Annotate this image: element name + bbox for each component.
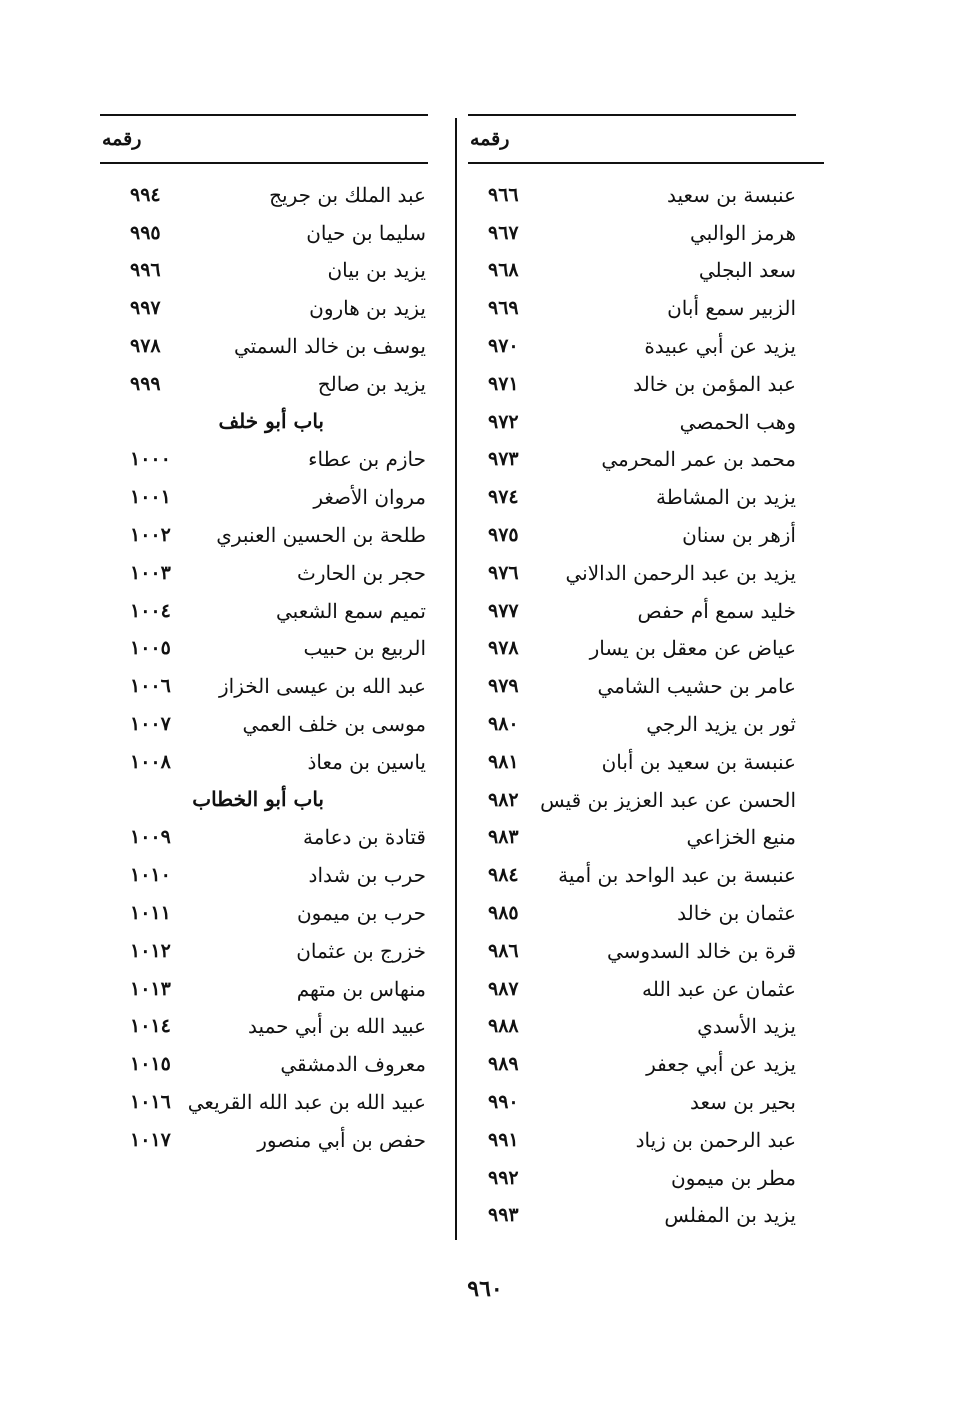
index-row [468, 894, 796, 932]
entry-name: عياض عن معقل بن يسار [589, 636, 796, 661]
entry-name: مطر بن ميمون [671, 1165, 796, 1190]
entry-name: عبد الرحمن بن زياد [635, 1127, 796, 1152]
entry-number: ١٠٠٨ [130, 750, 171, 773]
entry-name: ثور بن يزيد الرجي [646, 712, 796, 737]
index-row [468, 365, 796, 403]
index-row [468, 252, 796, 290]
entry-number: ١٠٠٢ [130, 524, 171, 547]
entry-name: عثمان عن عبد الله [641, 976, 796, 1001]
entry-name: يزيد بن المفلس [664, 1203, 796, 1228]
entry-name: حازم بن عطاء [308, 447, 426, 472]
index-row [468, 516, 796, 554]
entry-number: ١٠١٤ [130, 1015, 171, 1038]
index-row [468, 781, 796, 819]
entry-number: ٩٩٠ [488, 1091, 519, 1114]
index-row [468, 630, 796, 668]
right-column-rows [468, 164, 796, 1234]
entry-number: ١٠١٠ [130, 864, 171, 887]
section-heading-abu-al-khattab: باب أبو الخطاب [192, 786, 324, 811]
entry-number: ٩٨٩ [488, 1053, 519, 1076]
entry-name: حجر بن الحارث [297, 560, 426, 585]
index-row [100, 630, 428, 668]
entry-name: عبيد الله بن أبي حميد [248, 1014, 426, 1039]
index-row [100, 516, 428, 554]
entry-name: هرمز الوالبي [689, 220, 796, 245]
left-column-header: رقمه [100, 116, 428, 164]
entry-name: يزيد بن عبد الرحمن الدالاني [565, 560, 796, 585]
index-row [468, 705, 796, 743]
entry-name: يزيد بن صالح [317, 371, 426, 396]
entry-name: بحير بن سعد [690, 1090, 796, 1115]
index-row [100, 554, 428, 592]
index-row [100, 214, 428, 252]
entry-number: ٩٧٥ [488, 524, 519, 547]
entry-name: خزرج بن عثمان [296, 938, 426, 963]
index-row [468, 856, 796, 894]
entry-number: ٩٧١ [488, 372, 519, 395]
entry-number: ٩٦٩ [488, 297, 519, 320]
left-column-rows [100, 164, 428, 1159]
entry-name: خليد سمع أم حفص [637, 598, 796, 623]
index-row [468, 176, 796, 214]
entry-number: ٩٧٤ [488, 486, 519, 509]
index-row [100, 1008, 428, 1046]
entry-number: ٩٩١ [488, 1128, 519, 1151]
entry-name: عبد الله بن عيسى الخزاز [219, 674, 426, 699]
index-row [100, 667, 428, 705]
index-row [468, 970, 796, 1008]
entry-number: ٩٧٣ [488, 448, 519, 471]
entry-number: ١٠٠١ [130, 486, 171, 509]
index-row [100, 1045, 428, 1083]
left-column [100, 114, 428, 1159]
entry-name: يزيد الأسدي [697, 1014, 796, 1039]
entry-name: طلحة بن الحسين العنبري [216, 523, 426, 548]
entry-number: ٩٧٧ [488, 599, 519, 622]
index-row [468, 214, 796, 252]
entry-name: ياسين بن معاذ [307, 749, 426, 774]
entry-name: عبد الملك بن جريج [269, 182, 426, 207]
entry-number: ٩٩٣ [488, 1204, 519, 1227]
index-row [468, 1008, 796, 1046]
index-row [100, 441, 428, 479]
entry-name: حفص بن أبي منصور [257, 1127, 426, 1152]
entry-name: وهب الحمصي [679, 409, 796, 434]
index-row [468, 1045, 796, 1083]
entry-name: يوسف بن خالد السمتي [233, 334, 426, 359]
index-row [100, 289, 428, 327]
entry-name: عثمان بن خالد [677, 901, 796, 926]
entry-number: ٩٨٠ [488, 713, 519, 736]
entry-number: ٩٨٥ [488, 902, 519, 925]
entry-number: ١٠٠٤ [130, 599, 171, 622]
entry-name: عبيد الله بن عبد الله القريعي [187, 1090, 426, 1115]
entry-number: ٩٧٨ [130, 335, 161, 358]
entry-name: عنبسة بن سعيد [666, 182, 796, 207]
entry-number: ٩٩٥ [130, 221, 161, 244]
entry-number: ٩٩٧ [130, 297, 161, 320]
entry-name: منيع الخزاعي [686, 825, 796, 850]
index-row [468, 327, 796, 365]
entry-name: الحسن عن عبد العزيز بن قيس [540, 787, 796, 812]
entry-name: موسى بن خلف العمي [242, 712, 426, 737]
entry-name: قرة بن خالد السدوسي [606, 938, 796, 963]
entry-name: محمد بن عمر المحرمي [601, 447, 796, 472]
entry-name: مروان الأصغر [313, 485, 426, 510]
entry-number: ٩٩٩ [130, 372, 161, 395]
entry-name: أزهر بن سنان [682, 523, 796, 548]
entry-number: ١٠٠٠ [130, 448, 171, 471]
entry-name: عبد المؤمن بن خالد [633, 371, 796, 396]
entry-number: ٩٨٣ [488, 826, 519, 849]
entry-number: ٩٩٤ [130, 183, 161, 206]
entry-number: ١٠٠٥ [130, 637, 171, 660]
entry-number: ٩٦٦ [488, 183, 519, 206]
entry-name: تميم سمع الشعبي [276, 598, 426, 623]
entry-number: ١٠٠٣ [130, 561, 171, 584]
entry-number: ١٠١٧ [130, 1128, 171, 1151]
index-row [100, 743, 428, 781]
index-row [100, 1121, 428, 1159]
entry-name: حرب بن شداد [308, 863, 426, 888]
index-row [100, 1083, 428, 1121]
entry-number: ٩٩٢ [488, 1166, 519, 1189]
entry-name: منهاس بن متهم [296, 976, 426, 1001]
entry-name: يزيد بن بيان [327, 258, 426, 283]
entry-number: ١٠١٢ [130, 939, 171, 962]
entry-number: ١٠١٦ [130, 1091, 171, 1114]
entry-number: ٩٨١ [488, 750, 519, 773]
entry-name: عنبسة بن سعيد بن أبان [601, 749, 796, 774]
index-row [100, 327, 428, 365]
entry-name: يزيد عن أبي جعفر [646, 1052, 796, 1077]
index-row [100, 365, 428, 403]
entry-name: الربيع بن حبيب [303, 636, 426, 661]
entry-name: يزيد عن أبي عبيدة [644, 334, 796, 359]
entry-number: ١٠٠٩ [130, 826, 171, 849]
index-row [100, 592, 428, 630]
section-heading-abu-khalaf: باب أبو خلف [218, 408, 324, 433]
entry-number: ١٠١٣ [130, 977, 171, 1000]
index-row [100, 176, 428, 214]
entry-number: ١٠١١ [130, 902, 171, 925]
entry-number: ٩٨٨ [488, 1015, 519, 1038]
index-row [100, 478, 428, 516]
entry-number: ١٠١٥ [130, 1053, 171, 1076]
index-row [100, 970, 428, 1008]
entry-number: ٩٧٦ [488, 561, 519, 584]
entry-name: الزبير سمع أبان [667, 296, 796, 321]
index-row [100, 856, 428, 894]
page-number: ٩٦٠ [467, 1276, 503, 1302]
index-row [468, 743, 796, 781]
right-column [468, 114, 796, 1234]
entry-number: ٩٧٢ [488, 410, 519, 433]
entry-number: ٩٦٨ [488, 259, 519, 282]
entry-name: حرب بن ميمون [296, 901, 426, 926]
index-row [468, 592, 796, 630]
index-row [100, 932, 428, 970]
entry-number: ١٠٠٧ [130, 713, 171, 736]
index-row [468, 478, 796, 516]
entry-name: يزيد بن المشاطة [656, 485, 796, 510]
entry-name: سعد البجلي [698, 258, 796, 283]
index-row [100, 705, 428, 743]
entry-name: يزيد بن هارون [309, 296, 426, 321]
entry-name: عامر بن حشيب الشامي [597, 674, 796, 699]
entry-number: ٩٨٢ [488, 788, 519, 811]
entry-number: ٩٦٧ [488, 221, 519, 244]
entry-name: عنبسة بن عبد الواحد بن أمية [558, 863, 796, 888]
index-row [100, 252, 428, 290]
index-row [468, 441, 796, 479]
index-row [468, 289, 796, 327]
column-divider [455, 118, 457, 1240]
index-row [468, 1083, 796, 1121]
index-row [468, 667, 796, 705]
index-row [468, 554, 796, 592]
entry-number: ٩٧٨ [488, 637, 519, 660]
entry-number: ٩٨٤ [488, 864, 519, 887]
entry-number: ٩٨٦ [488, 939, 519, 962]
index-row [468, 819, 796, 857]
index-row [100, 819, 428, 857]
entry-name: سليما بن حيان [306, 220, 426, 245]
index-row [468, 932, 796, 970]
entry-name: معروف الدمشقي [280, 1052, 426, 1077]
entry-number: ٩٧٠ [488, 335, 519, 358]
index-row [468, 403, 796, 441]
entry-number: ١٠٠٦ [130, 675, 171, 698]
entry-number: ٩٧٩ [488, 675, 519, 698]
entry-number: ٩٩٦ [130, 259, 161, 282]
right-column-header: رقمه [468, 116, 824, 164]
index-row [468, 1197, 796, 1235]
entry-number: ٩٨٧ [488, 977, 519, 1000]
index-row [468, 1121, 796, 1159]
index-row [468, 1159, 796, 1197]
index-row [100, 894, 428, 932]
entry-name: قتادة بن دعامة [303, 825, 426, 850]
